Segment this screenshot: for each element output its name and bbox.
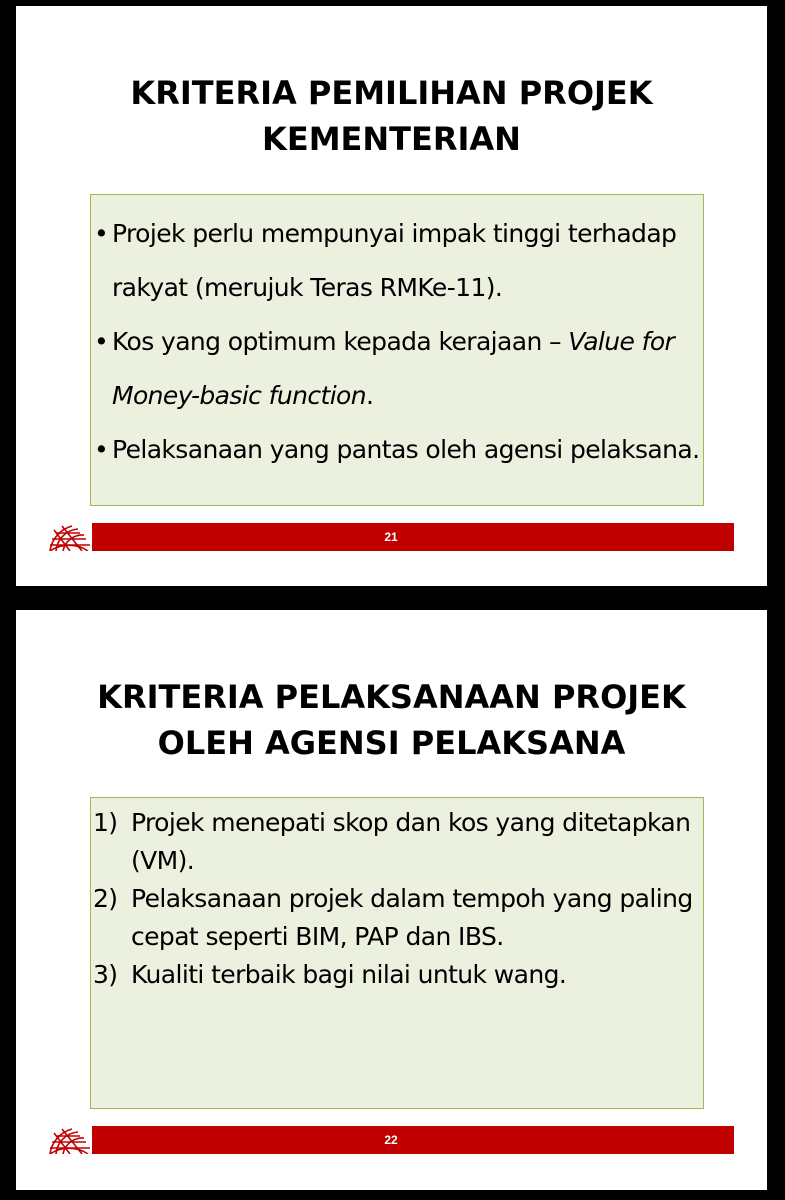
content-box: [90, 797, 704, 1109]
slide-21: [16, 6, 767, 586]
list-item: • Pelaksanaan yang pantas oleh agensi pelaksana.: [91, 423, 703, 477]
slide-title: KRITERIA PEMILIHAN PROJEK KEMENTERIAN: [130, 74, 653, 158]
footer-bar: [48, 1126, 734, 1154]
list-item: 2) Pelaksanaan projek dalam tempoh yang paling cepat seperti BIM, PAP dan IBS.: [93, 884, 693, 951]
content-box: [90, 194, 704, 506]
slide-22: [16, 610, 767, 1190]
bullet-list: [91, 195, 703, 477]
list-item: • Projek perlu mempunyai impak tinggi terhadap rakyat (merujuk Teras RMKe-11).: [91, 207, 703, 315]
numbered-list: [91, 798, 703, 994]
list-item: 3) Kualiti terbaik bagi nilai untuk wang.: [93, 960, 567, 989]
page-number: 22: [384, 1133, 398, 1147]
list-item: 1) Projek menepati skop dan kos yang ditetapkan (VM).: [93, 808, 691, 875]
page-number: 21: [384, 530, 398, 544]
footer-bar: [48, 523, 734, 551]
slide-title: KRITERIA PELAKSANAAN PROJEK OLEH AGENSI PELAKSANA: [97, 678, 686, 762]
list-item: • Kos yang optimum kepada kerajaan – Value for Money-basic function.: [91, 315, 703, 423]
